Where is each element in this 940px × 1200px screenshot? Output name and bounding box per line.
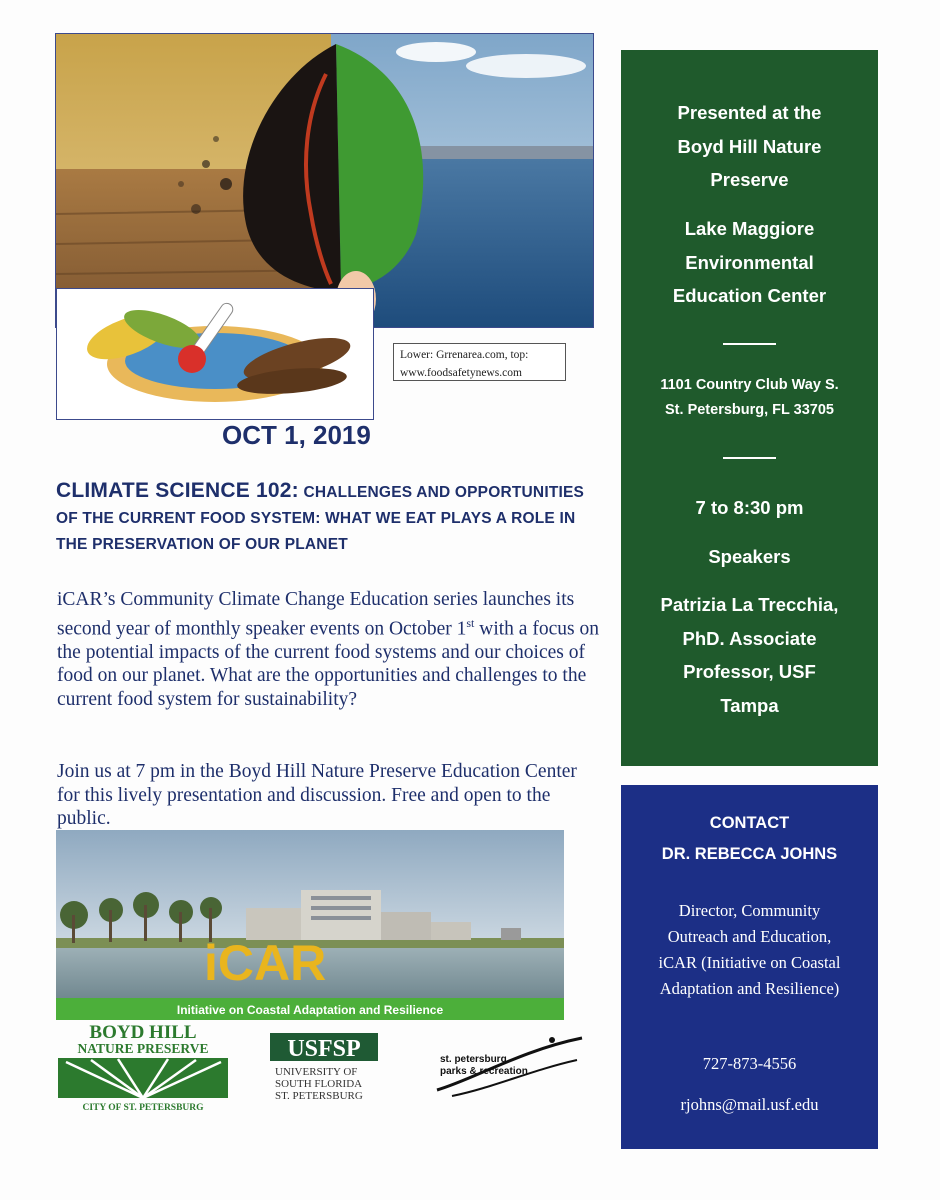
speakers-label: Speakers (708, 546, 791, 567)
usfsp-line1: UNIVERSITY OF (275, 1066, 358, 1078)
usfsp-logo-graphic (270, 1033, 382, 1105)
contact-role (621, 898, 878, 1002)
hero-photo-graphic (56, 34, 593, 327)
speaker-info (621, 588, 878, 722)
contact-panel (621, 785, 878, 1149)
venue-address (621, 373, 878, 423)
contact-heading: CONTACT (709, 814, 790, 832)
hero-photo-desert-leaf-ocean (55, 33, 594, 328)
usfsp-mark: USFSP (287, 1036, 361, 1062)
usfsp-logo (270, 1033, 382, 1105)
icar-building-photo (56, 830, 564, 1020)
address-line: St. Petersburg, FL 33705 (665, 402, 834, 418)
presented-line: Preserve (710, 169, 789, 190)
address-line: 1101 Country Club Way S. (660, 377, 839, 393)
event-date: OCT 1, 2019 (222, 420, 371, 450)
icar-tagline: Initiative on Coastal Adaptation and Resilience (176, 1003, 444, 1017)
divider (723, 457, 776, 459)
center-line: Education Center (672, 285, 827, 306)
usfsp-line3: ST. PETERSBURG (275, 1090, 363, 1102)
role-line: Adaptation and Resilience) (659, 979, 840, 998)
speaker-line: Patrizia La Trecchia, (660, 594, 839, 615)
center-line: Environmental (685, 251, 814, 273)
boyd-line2: NATURE PRESERVE (77, 1041, 209, 1056)
parks-line2: parks & recreation (440, 1066, 528, 1077)
presented-line: Presented at the (677, 102, 822, 123)
venue-panel (621, 50, 878, 766)
role-line: Outreach and Education, (667, 927, 832, 946)
boyd-line1: BOYD HILL (89, 1022, 197, 1043)
description-sup: st (466, 615, 475, 630)
description-after: with a focus on the potential impacts of the current food systems and our choices of food on our planet. What are the opportunities and challenges to the current food system for sustainability? (57, 618, 599, 710)
speaker-line: PhD. Associate (682, 627, 817, 649)
description-paragraph (57, 588, 602, 711)
role-line: iCAR (Initiative on Coastal (658, 953, 841, 972)
boyd-line3: CITY OF ST. PETERSBURG (82, 1103, 204, 1112)
event-title (56, 478, 601, 558)
divider (723, 343, 776, 345)
center-name (621, 212, 878, 313)
st-pete-parks-logo (432, 1030, 587, 1100)
contact-phone: 727-873-4556 (702, 1054, 797, 1073)
presented-at (621, 96, 878, 197)
speaker-line: Tampa (720, 694, 779, 716)
parks-logo-graphic (432, 1030, 587, 1100)
event-title-lead: CLIMATE SCIENCE 102: (56, 479, 299, 502)
presented-line: Boyd Hill Nature (677, 135, 822, 157)
food-thermometer-illustration (56, 288, 374, 420)
event-time: 7 to 8:30 pm (695, 497, 804, 518)
food-illustration-graphic (57, 289, 373, 419)
boyd-hill-logo (56, 1022, 231, 1112)
contact-name: DR. REBECCA JOHNS (661, 845, 838, 863)
icar-photo-graphic (56, 830, 564, 1020)
usfsp-line2: SOUTH FLORIDA (275, 1078, 363, 1090)
description-before: iCAR’s Community Climate Change Education series launches its second year of monthly speaker events on October 1 (57, 589, 575, 639)
center-line: Lake Maggiore (684, 218, 815, 239)
icar-logo-text: iCAR (204, 935, 327, 991)
speaker-line: Professor, USF (683, 661, 816, 682)
image-credit: Lower: Grrenarea.com, top: www.foodsafetynews.com (393, 343, 566, 381)
parks-line1: st. petersburg (440, 1054, 507, 1065)
join-us-paragraph: Join us at 7 pm in the Boyd Hill Nature Preserve Education Center for this lively presentation and discussion. Free and open to the public. (57, 761, 577, 829)
event-title-rest: CHALLENGES AND OPPORTUNITIES OF THE CURRENT FOOD SYSTEM: WHAT WE EAT PLAYS A ROLE IN THE PRESERVATION OF OUR PLANET (56, 484, 585, 553)
role-line: Director, Community (678, 901, 821, 920)
contact-email: rjohns@mail.usf.edu (680, 1095, 819, 1114)
boyd-hill-logo-graphic (56, 1022, 231, 1112)
